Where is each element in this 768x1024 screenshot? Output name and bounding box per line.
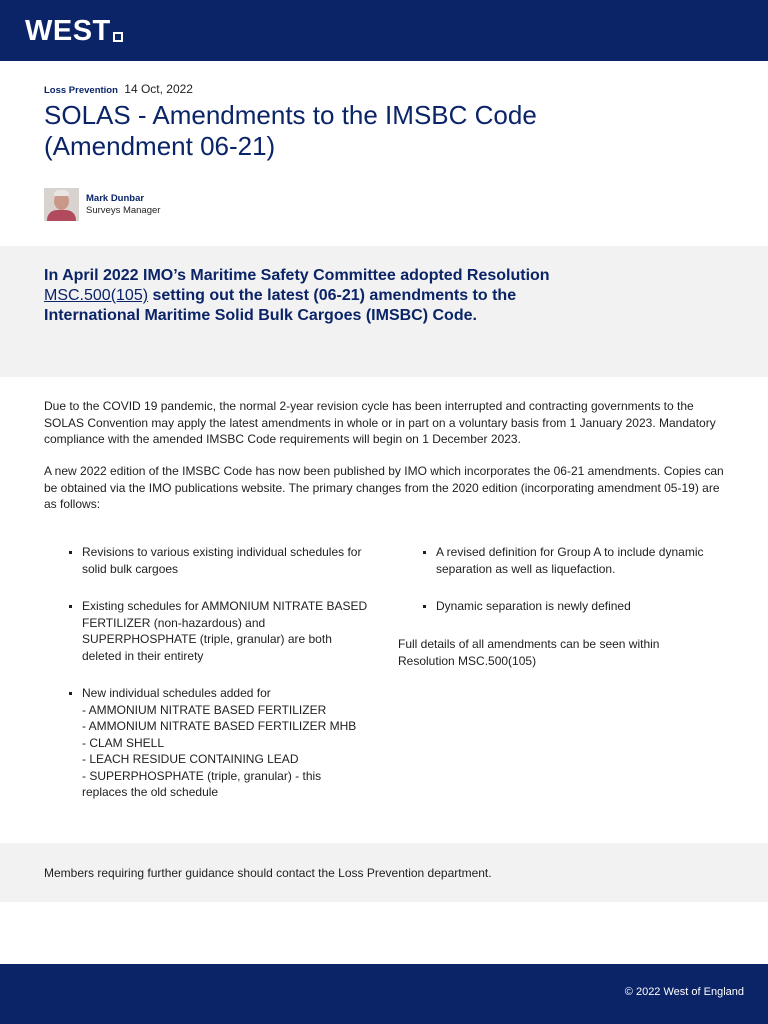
- schedule-item: - LEACH RESIDUE CONTAINING LEAD: [82, 752, 299, 766]
- schedule-item: - CLAM SHELL: [82, 735, 165, 750]
- list-item: Dynamic separation is newly defined: [423, 598, 733, 615]
- bullet-icon: [69, 551, 72, 554]
- avatar: [44, 188, 79, 221]
- author-name: Mark Dunbar: [86, 193, 145, 204]
- guidance-panel: [0, 843, 768, 902]
- west-logo[interactable]: [25, 13, 123, 49]
- article-date: 14 Oct, 2022: [124, 82, 193, 96]
- resolution-link[interactable]: MSC.500(105): [44, 287, 149, 304]
- list-item: New individual schedules added for - AMMONIUM NITRATE BASED FERTILIZER - AMMONIUM NITRATE BASED FERTILIZER MHB - CLAM SHELL - LEACH RESIDUE CONTAINING LEAD - SUPERPHOSPHATE (triple, granular) - this replaces the old schedule: [69, 685, 369, 801]
- guidance-text: Members requiring further guidance should contact the Loss Prevention department.: [44, 866, 492, 880]
- footer-bar: [0, 964, 768, 1024]
- author-block: [44, 188, 160, 221]
- article-meta: [44, 82, 193, 96]
- changes-list-left: [69, 544, 369, 822]
- bullet-icon: [69, 605, 72, 608]
- bullet-icon: [69, 692, 72, 695]
- square-mark-icon: [113, 32, 123, 42]
- article-category: Loss Prevention: [44, 85, 118, 96]
- schedule-item: - SUPERPHOSPHATE (triple, granular) - this replaces the old schedule: [82, 768, 322, 799]
- header-bar: [0, 0, 768, 61]
- bullet-icon: [423, 551, 426, 554]
- list-item: A revised definition for Group A to include dynamic separation as well as liquefaction.: [423, 544, 733, 577]
- schedule-item: - AMMONIUM NITRATE BASED FERTILIZER: [82, 702, 327, 717]
- schedule-item: - AMMONIUM NITRATE BASED FERTILIZER MHB: [82, 719, 357, 733]
- bullet-icon: [423, 605, 426, 608]
- body-paragraph-2: A new 2022 edition of the IMSBC Code has now been published by IMO which incorporates the 06-21 amendments. Copies can be obtained via the IMO publications website. The primary changes from the 2020 edition (incorporating amendment 05-19) are as follows:: [44, 464, 724, 511]
- full-details-text: Full details of all amendments can be seen within Resolution MSC.500(105): [398, 637, 660, 668]
- logo-text: WEST: [25, 15, 111, 47]
- changes-list-right: [423, 544, 733, 636]
- body-paragraph-1: Due to the COVID 19 pandemic, the normal 2-year revision cycle has been interrupted and contracting governments to the SOLAS Convention may apply the latest amendments in whole or in part on a voluntary basis from 1 January 2023. Mandatory compliance with the amended IMSBC Code requirements will begin on 1 December 2023.: [44, 399, 716, 446]
- list-item: Revisions to various existing individual schedules for solid bulk cargoes: [69, 544, 369, 577]
- author-role: Surveys Manager: [86, 205, 161, 216]
- intro-panel: [0, 246, 768, 377]
- intro-text: In April 2022 IMO’s Maritime Safety Committee adopted Resolution MSC.500(105) setting out the latest (06-21) amendments to the International Maritime Solid Bulk Cargoes (IMSBC) Code.: [44, 267, 550, 324]
- page-title: SOLAS - Amendments to the IMSBC Code (Amendment 06-21): [44, 100, 537, 161]
- list-item: Existing schedules for AMMONIUM NITRATE BASED FERTILIZER (non-hazardous) and SUPERPHOSPHATE (triple, granular) are both deleted in their entirety: [69, 598, 369, 664]
- copyright-text: © 2022 West of England: [624, 986, 744, 998]
